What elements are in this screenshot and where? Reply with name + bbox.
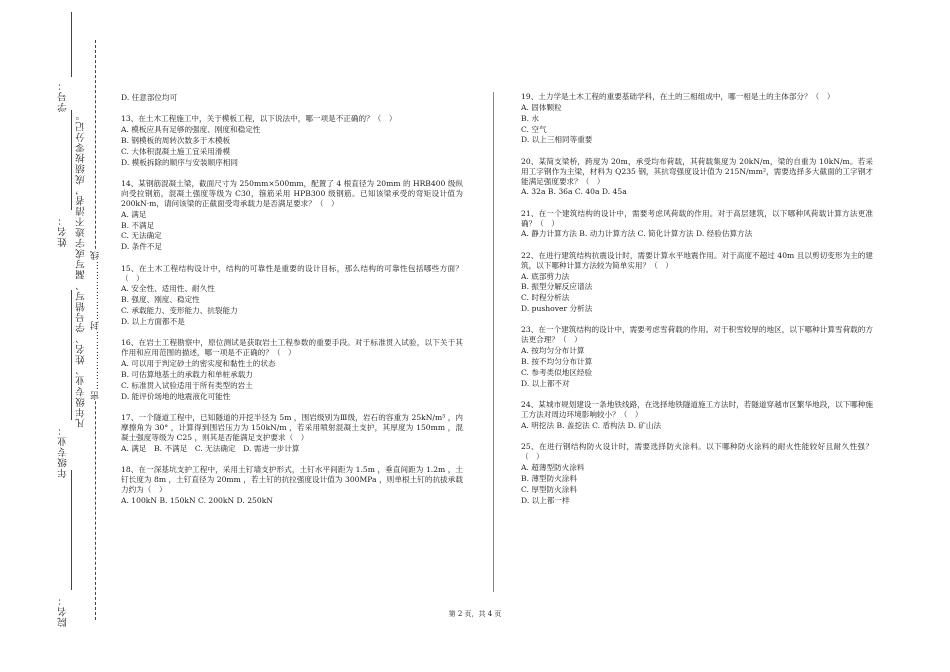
- option: D. 以上三相同等重要: [521, 135, 593, 145]
- option: A. 静力计算方法 B. 动力计算方法 C. 简化计算方法 D. 经验估算方法: [521, 229, 753, 239]
- question-14: [121, 179, 463, 252]
- option: C. 厚型防火涂料: [521, 484, 577, 494]
- option: D. 任意部位均可: [121, 93, 178, 102]
- question-stem: 24、某城市规划建设一条地铁线路，在选择地铁隧道施工方法时，若隧道穿越市区繁华地段，以下哪种施工方法对周边环境影响较小？（ ）: [521, 400, 873, 419]
- question-13: [121, 114, 463, 167]
- question-stem: 19、土力学是土木工程的重要基础学科，在土的三相组成中，哪一相是土的主体部分？（ ）: [521, 92, 835, 101]
- question-stem: 21、在一个建筑结构的设计中，需要考虑风荷载的作用。对于高层建筑，以下哪种风荷载计算方法更准确？（ ）: [521, 208, 873, 228]
- option: B. 振型分解反应谱法: [521, 282, 593, 292]
- option: B. 强度、刚度、稳定性: [121, 295, 200, 305]
- question-stem: 25、在进行钢结构防火设计时，需要选择防火涂料。以下哪种防火涂料的耐火性能较好且耐久性强？（ ）: [521, 442, 873, 462]
- option: D. pushover 分析法: [521, 304, 593, 314]
- option: A. 满足: [121, 209, 147, 219]
- option: C. 标准贯入试验适用于所有类型的岩土: [121, 380, 253, 390]
- grade-major-blank: [71, 290, 72, 420]
- name-label: 姓名：: [58, 215, 69, 247]
- question-stem: 15、在土木工程结构设计中，结构的可靠性是重要的设计目标，那么结构的可靠性包括哪些方面？（ ）: [121, 263, 463, 283]
- option: C. 时程分析法: [521, 293, 570, 303]
- option: B. 钢模板的周转次数多于木模板: [121, 136, 231, 146]
- right-column: [521, 92, 873, 517]
- question-24: [521, 400, 873, 431]
- option: A. 固体颗粒: [521, 102, 562, 112]
- question-25: [521, 442, 873, 505]
- column-divider: [493, 92, 494, 592]
- grade-major-label: 年级专业：: [58, 425, 69, 478]
- binding-margin: [0, 0, 110, 672]
- option: A. 模板应具有足够的强度、刚度和稳定性: [121, 125, 261, 135]
- option: C. 空气: [521, 124, 547, 134]
- option: B. 按不均匀分布计算: [521, 357, 593, 367]
- question-18: [121, 465, 463, 505]
- student-id-blank: [71, 12, 72, 77]
- question-23: [521, 325, 873, 388]
- option: C. 参考类似地区经验: [521, 367, 593, 377]
- question-stem: 22、在进行建筑结构抗震设计时，需要计算水平地震作用。对于高度不超过 40m 且以剪切变形为主的建筑，以下哪种计算方法较为简单实用？（ ）: [521, 250, 873, 270]
- option: B. 水: [521, 113, 540, 123]
- question-15: [121, 264, 463, 327]
- left-column: [121, 92, 463, 517]
- option: D. 以上都一样: [521, 495, 570, 505]
- option: A. 安全性、适用性、耐久性: [121, 284, 215, 294]
- seal-line-text: 密………………封………………线: [91, 250, 101, 400]
- option: A. 明挖法 B. 盖挖法 C. 盾构法 D. 矿山法: [521, 420, 662, 430]
- option: C. 承载能力、变形能力、抗裂能力: [121, 306, 238, 316]
- question-12-tail: [121, 92, 463, 103]
- option: D. 以上都不对: [521, 378, 570, 388]
- option: A. 满足 B. 不满足 C. 无法确定 D. 需进一步计算: [121, 443, 300, 453]
- option: A. 超薄型防火涂料: [521, 462, 585, 472]
- margin-warning: 凡年级专业、姓名、学号错写、漏写或字迹不清者，成绩按零分记。: [76, 110, 87, 428]
- question-17: [121, 413, 463, 453]
- option: A. 可以用于判定砂土的密实度和黏性土的状态: [121, 359, 276, 369]
- question-stem: 17、一个隧道工程中，已知隧道的开挖半径为 5m ，围岩级别为Ⅲ级，岩石的容重为 25kN/m³ ，内摩擦角为 30° ，计算得到围岩压力为 150kN/m ，若采用喷射混凝土支护，其厚度为 150mm ，混凝土强度等级为 C25 ，则其是否能满足支护要求（ ）: [121, 412, 463, 442]
- option: D. 以上方面都不是: [121, 316, 185, 326]
- option: A. 32a B. 36a C. 40a D. 45a: [521, 187, 627, 197]
- option: B. 不满足: [121, 220, 155, 230]
- question-stem: 16、在岩土工程勘察中，原位测试是获取岩土工程参数的重要手段。对于标准贯入试验，以下关于其作用和应用范围的描述，哪一项是不正确的？（ ）: [121, 338, 463, 358]
- option: C. 无法确定: [121, 231, 162, 241]
- page-footer: 第 2 页，共 4 页: [448, 610, 502, 618]
- student-id-label: 学号：: [58, 80, 69, 112]
- option: A. 底部剪力法: [521, 271, 570, 281]
- question-20: [521, 157, 873, 197]
- name-blank: [71, 110, 72, 210]
- option: C. 大体积混凝土施工宜采用滑模: [121, 146, 231, 156]
- question-22: [521, 251, 873, 314]
- option: D. 模板拆除的顺序与安装顺序相同: [121, 157, 238, 167]
- question-16: [121, 338, 463, 401]
- option: A. 按均匀分布计算: [521, 346, 585, 356]
- question-stem: 23、在一个建筑结构的设计中，需要考虑雪荷载的作用。对于积雪较厚的地区，以下哪种计算雪荷载的方法更合理？（ ）: [521, 325, 873, 345]
- question-stem: 20、某简支梁桥，跨度为 20m，承受均布荷载，其荷载集度为 20kN/m，梁的自重为 10kN/m。若采用工字钢作为主梁，材料为 Q235 钢，其抗弯强度设计值为 215N/mm²，需要选择多大截面的工字钢才能满足强度要求？（ ）: [521, 156, 873, 186]
- option: A. 100kN B. 150kN C. 200kN D. 250kN: [121, 495, 273, 505]
- option: D. 能评价场地的地震液化可能性: [121, 391, 231, 401]
- option: D. 条件不足: [121, 242, 163, 252]
- question-19: [521, 92, 873, 145]
- question-stem: 18、在一深基坑支护工程中，采用土钉墙支护形式，土钉水平间距为 1.5m ，垂直间距为 1.2m ，土钉长度为 8m ，土钉直径为 20mm ，若土钉的抗拉强度设计值为 300MPa ，则单根土钉的抗拔承载力约为（ ）: [121, 464, 463, 494]
- school-blank: [71, 470, 72, 590]
- option: B. 可估算地基土的承载力和单桩承载力: [121, 369, 253, 379]
- question-21: [521, 209, 873, 240]
- school-label: 院名：: [58, 595, 69, 627]
- option: B. 薄型防火涂料: [521, 473, 577, 483]
- question-stem: 14、某钢筋混凝土梁，截面尺寸为 250mm×500mm，配置了 4 根直径为 20mm 的 HRB400 级纵向受拉钢筋，混凝土强度等级为 C30，箍筋采用 HPB300 级钢筋。已知该梁承受的弯矩设计值为 200kN·m，请问该梁的正截面受弯承载力是否满足要求？（ ）: [121, 179, 463, 208]
- question-stem: 13、在土木工程施工中，关于模板工程，以下说法中，哪一项是不正确的？（ ）: [121, 114, 397, 124]
